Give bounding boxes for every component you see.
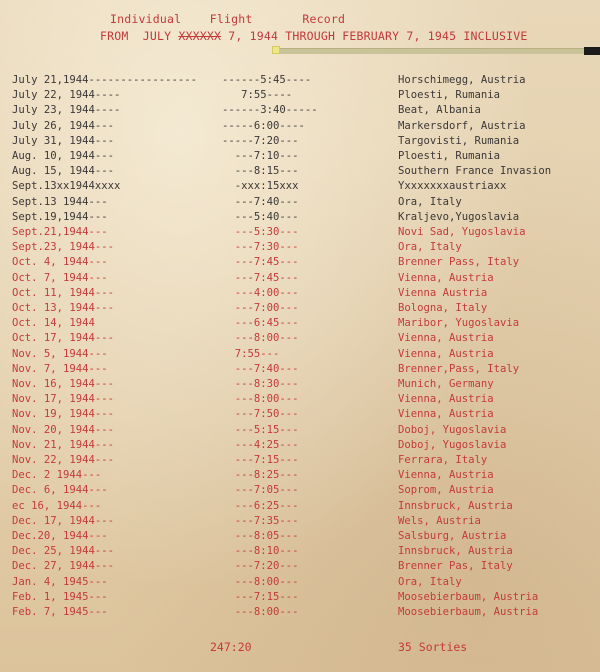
log-time: -----6:00---- [222,119,305,132]
log-place: Targovisti, Rumania [398,134,520,147]
log-row [0,286,600,300]
log-time: ---5:40--- [222,210,299,223]
log-date: Aug. 15, 1944--- [12,165,115,178]
log-row [0,134,600,148]
log-time: ---5:15--- [222,423,299,436]
log-place: Novi Sad, Yugoslavia [398,226,526,238]
log-place: Brenner Pas, Italy [398,560,513,573]
log-time: ---7:45--- [222,256,299,269]
log-time: ---8:00--- [222,393,299,406]
log-place: Innsbruck, Austria [398,545,513,558]
log-place: Maribor, Yugoslavia [398,317,520,330]
log-date: Sept.23, 1944--- [12,241,115,254]
log-time: ---7:20--- [222,560,299,573]
sorties-count: 35 Sorties [398,640,468,654]
log-row [0,514,600,528]
log-place: Ora, Italy [398,575,462,588]
log-date: Sept.13xx1944xxxx [12,180,121,193]
log-place: Soprom, Austria [398,484,494,497]
log-place: Kraljevo,Yugoslavia [398,210,520,223]
log-row [0,407,600,421]
log-row [0,559,600,573]
log-row [0,575,600,589]
log-time: -xxx:15xxx [222,180,299,193]
log-row [0,347,600,361]
log-date: July 31, 1944--- [12,134,115,147]
log-time: ---7:15--- [222,454,299,466]
log-date: July 23, 1944---- [12,104,121,117]
log-time: ---8:00--- [222,606,299,618]
log-row [0,529,600,543]
date-range-suffix: 7, 1944 THROUGH FEBRUARY 7, 1945 INCLUSIVE [221,29,528,43]
log-place: Yxxxxxxxaustriaxx [398,180,507,193]
log-date: Nov. 17, 1944--- [12,393,115,406]
log-date: July 26, 1944--- [12,119,115,132]
log-date: Sept.19,1944--- [12,210,108,223]
log-row [0,210,600,224]
log-date: Oct. 4, 1944--- [12,256,108,269]
log-date: July 21,1944----------------- [12,74,197,86]
log-row [0,362,600,376]
log-date: Oct. 14, 1944 [12,317,95,330]
total-flight-time: 247:20 [210,640,252,654]
log-row [0,499,600,513]
date-range-prefix: FROM JULY [100,29,179,43]
log-time: ---6:45--- [222,317,299,330]
log-place: Horschimegg, Austria [398,74,526,86]
log-date: ec 16, 1944--- [12,499,102,512]
log-date: Jan. 4, 1945--- [12,575,108,588]
log-place: Brenner,Pass, Italy [398,362,520,375]
struck-out-text: XXXXXX [178,29,222,43]
log-row [0,377,600,391]
log-date: Aug. 10, 1944--- [12,150,115,162]
log-date: Oct. 7, 1944--- [12,271,108,284]
date-range-line [100,29,600,43]
log-place: Munich, Germany [398,378,494,390]
log-time: ---7:40--- [222,362,299,375]
log-time: ---7:45--- [222,271,299,284]
log-place: Markersdorf, Austria [398,119,526,132]
log-time: ------5:45---- [222,74,312,86]
log-date: Dec.20, 1944--- [12,530,108,542]
log-time: ---7:50--- [222,408,299,421]
log-row [0,255,600,269]
highlight-mark [272,46,280,54]
log-date: Feb. 7, 1945--- [12,606,108,618]
log-row [0,195,600,209]
log-place: Ora, Italy [398,195,462,208]
log-row [0,179,600,193]
log-date: Oct. 11, 1944--- [12,286,115,299]
log-place: Ferrara, Italy [398,454,488,466]
log-time: ---4:00--- [222,286,299,299]
log-place: Bologna, Italy [398,302,488,314]
log-date: Nov. 21, 1944--- [12,438,115,451]
log-row [0,225,600,239]
log-date: Nov. 20, 1944--- [12,423,115,436]
log-date: Nov. 16, 1944--- [12,378,115,390]
log-time: ---7:05--- [222,484,299,497]
log-row [0,438,600,452]
log-time: ---8:00--- [222,575,299,588]
log-time: ---7:35--- [222,514,299,527]
log-time: ---8:00--- [222,332,299,345]
log-row [0,590,600,604]
log-row [0,301,600,315]
log-time: ---8:15--- [222,165,299,178]
log-place: Ploesti, Rumania [398,89,501,102]
log-place: Ora, Italy [398,241,462,254]
log-date: Oct. 17, 1944--- [12,332,115,345]
log-time: ---8:30--- [222,378,299,390]
log-time: -----7:20--- [222,134,299,147]
log-row [0,164,600,178]
log-place: Vienna, Austria [398,347,494,360]
log-time: ---7:10--- [222,150,299,162]
document-title: Individual Flight Record [110,12,346,26]
log-place: Brenner Pass, Italy [398,256,520,269]
log-row [0,316,600,330]
log-place: Vienna, Austria [398,408,494,421]
log-date: Oct. 13, 1944--- [12,302,115,314]
log-date: Dec. 2 1944--- [12,469,102,482]
log-place: Salsburg, Austria [398,530,507,542]
log-date: Dec. 25, 1944--- [12,545,115,558]
log-date: Nov. 19, 1944--- [12,408,115,421]
log-row [0,423,600,437]
log-row [0,73,600,87]
log-row [0,271,600,285]
log-row [0,392,600,406]
log-time: 7:55--- [222,347,280,360]
log-time: ---8:10--- [222,545,299,558]
log-place: Wels, Austria [398,514,481,527]
log-place: Vienna, Austria [398,393,494,406]
log-time: 7:55---- [222,89,293,102]
log-date: Feb. 1, 1945--- [12,590,108,603]
log-place: Vienna, Austria [398,469,494,482]
log-time: ---7:00--- [222,302,299,314]
log-row [0,544,600,558]
log-time: ---5:30--- [222,226,299,238]
log-place: Moosebierbaum, Austria [398,606,539,618]
log-place: Vienna, Austria [398,271,494,284]
log-place: Innsbruck, Austria [398,499,513,512]
log-row [0,605,600,619]
log-time: ---6:25--- [222,499,299,512]
log-place: Vienna, Austria [398,332,494,345]
log-time: ---7:15--- [222,590,299,603]
log-row [0,103,600,117]
log-date: Nov. 5, 1944--- [12,347,108,360]
log-date: Nov. 7, 1944--- [12,362,108,375]
log-date: Dec. 17, 1944--- [12,514,115,527]
log-time: ---8:05--- [222,530,299,542]
log-time: ---7:40--- [222,195,299,208]
header-rule [272,48,590,54]
log-time: ---7:30--- [222,241,299,254]
log-row [0,331,600,345]
log-time: ---8:25--- [222,469,299,482]
log-date: Dec. 27, 1944--- [12,560,115,573]
log-place: Moosebierbaum, Austria [398,590,539,603]
corner-mark [584,47,600,55]
log-place: Doboj, Yugoslavia [398,423,507,436]
log-row [0,119,600,133]
log-row [0,453,600,467]
log-date: Sept.21,1944--- [12,226,108,238]
log-date: July 22, 1944---- [12,89,121,102]
log-place: Vienna Austria [398,286,488,299]
log-row [0,468,600,482]
log-place: Beat, Albania [398,104,481,117]
log-time: ---4:25--- [222,438,299,451]
log-time: ------3:40----- [222,104,318,117]
log-row [0,483,600,497]
log-row [0,149,600,163]
log-date: Dec. 6, 1944--- [12,484,108,497]
log-row [0,88,600,102]
log-row [0,240,600,254]
log-place: Doboj, Yugoslavia [398,438,507,451]
log-date: Nov. 22, 1944--- [12,454,115,466]
log-date: Sept.13 1944--- [12,195,108,208]
log-place: Southern France Invasion [398,165,552,178]
log-place: Ploesti, Rumania [398,150,501,162]
